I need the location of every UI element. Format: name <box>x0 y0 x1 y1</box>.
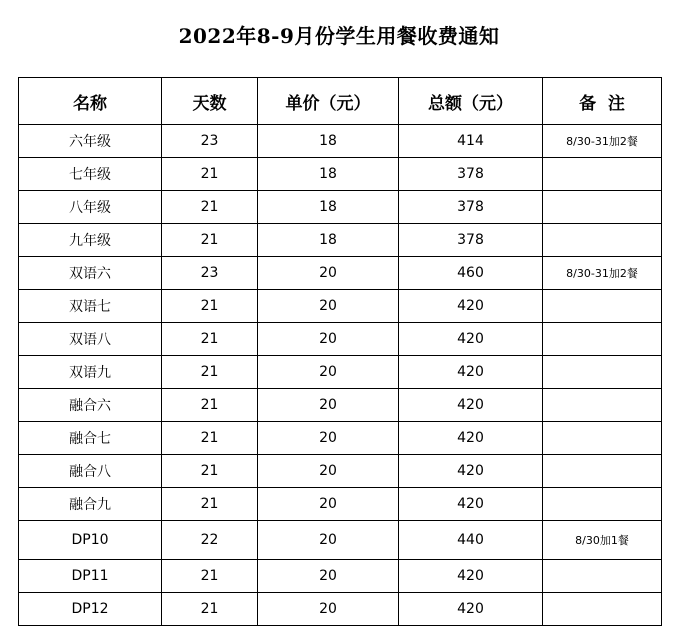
cell-total: 420 <box>399 356 543 389</box>
table-row <box>19 521 662 560</box>
cell-total: 440 <box>399 521 543 560</box>
cell-name: 双语九 <box>19 356 162 389</box>
header-total: 总额（元） <box>399 78 543 125</box>
cell-name: 六年级 <box>19 125 162 158</box>
cell-price: 20 <box>258 560 399 593</box>
cell-days: 21 <box>162 323 258 356</box>
cell-price: 20 <box>258 593 399 626</box>
cell-days: 21 <box>162 422 258 455</box>
cell-note <box>543 290 662 323</box>
cell-price: 20 <box>258 356 399 389</box>
cell-price: 18 <box>258 224 399 257</box>
cell-name: DP10 <box>19 521 162 560</box>
cell-name: 双语六 <box>19 257 162 290</box>
table-row <box>19 323 662 356</box>
cell-name: 八年级 <box>19 191 162 224</box>
cell-days: 21 <box>162 191 258 224</box>
header-days: 天数 <box>162 78 258 125</box>
cell-days: 23 <box>162 257 258 290</box>
cell-price: 18 <box>258 125 399 158</box>
table-row <box>19 560 662 593</box>
cell-note <box>543 560 662 593</box>
cell-name: 融合九 <box>19 488 162 521</box>
cell-price: 20 <box>258 455 399 488</box>
table-row <box>19 455 662 488</box>
cell-total: 460 <box>399 257 543 290</box>
cell-total: 414 <box>399 125 543 158</box>
cell-days: 21 <box>162 389 258 422</box>
cell-name: 双语七 <box>19 290 162 323</box>
cell-name: DP11 <box>19 560 162 593</box>
cell-note <box>543 422 662 455</box>
cell-days: 21 <box>162 224 258 257</box>
cell-note <box>543 158 662 191</box>
cell-price: 20 <box>258 290 399 323</box>
table-row <box>19 158 662 191</box>
table-row <box>19 389 662 422</box>
cell-days: 21 <box>162 290 258 323</box>
cell-note <box>543 356 662 389</box>
cell-price: 18 <box>258 191 399 224</box>
cell-price: 20 <box>258 422 399 455</box>
cell-total: 420 <box>399 488 543 521</box>
cell-name: DP12 <box>19 593 162 626</box>
cell-days: 21 <box>162 356 258 389</box>
cell-note: 8/30加1餐 <box>543 521 662 560</box>
page-title: 2022年8-9月份学生用餐收费通知 <box>178 24 500 48</box>
cell-note <box>543 488 662 521</box>
cell-name: 融合八 <box>19 455 162 488</box>
table-header-row <box>19 78 662 125</box>
table-row <box>19 422 662 455</box>
header-unit-price: 单价（元） <box>258 78 399 125</box>
table-row <box>19 257 662 290</box>
cell-days: 22 <box>162 521 258 560</box>
cell-price: 20 <box>258 323 399 356</box>
cell-note <box>543 191 662 224</box>
cell-note <box>543 389 662 422</box>
cell-note <box>543 323 662 356</box>
cell-total: 378 <box>399 158 543 191</box>
cell-total: 378 <box>399 191 543 224</box>
cell-note <box>543 455 662 488</box>
cell-price: 20 <box>258 521 399 560</box>
fee-table <box>18 77 662 626</box>
cell-days: 21 <box>162 158 258 191</box>
cell-days: 21 <box>162 593 258 626</box>
cell-total: 420 <box>399 389 543 422</box>
cell-total: 378 <box>399 224 543 257</box>
header-name: 名称 <box>19 78 162 125</box>
cell-price: 20 <box>258 257 399 290</box>
cell-name: 九年级 <box>19 224 162 257</box>
table-row <box>19 356 662 389</box>
cell-price: 18 <box>258 158 399 191</box>
cell-total: 420 <box>399 422 543 455</box>
cell-name: 双语八 <box>19 323 162 356</box>
cell-total: 420 <box>399 323 543 356</box>
cell-price: 20 <box>258 389 399 422</box>
cell-total: 420 <box>399 290 543 323</box>
cell-total: 420 <box>399 593 543 626</box>
header-remarks: 备 注 <box>543 78 662 125</box>
cell-days: 23 <box>162 125 258 158</box>
table-row <box>19 191 662 224</box>
cell-note <box>543 593 662 626</box>
table-row <box>19 488 662 521</box>
cell-note: 8/30-31加2餐 <box>543 125 662 158</box>
cell-price: 20 <box>258 488 399 521</box>
cell-name: 融合七 <box>19 422 162 455</box>
table-row <box>19 593 662 626</box>
cell-note: 8/30-31加2餐 <box>543 257 662 290</box>
cell-total: 420 <box>399 560 543 593</box>
table-row <box>19 224 662 257</box>
cell-days: 21 <box>162 488 258 521</box>
cell-days: 21 <box>162 560 258 593</box>
cell-name: 融合六 <box>19 389 162 422</box>
table-row <box>19 290 662 323</box>
cell-name: 七年级 <box>19 158 162 191</box>
cell-days: 21 <box>162 455 258 488</box>
cell-note <box>543 224 662 257</box>
table-row <box>19 125 662 158</box>
cell-total: 420 <box>399 455 543 488</box>
